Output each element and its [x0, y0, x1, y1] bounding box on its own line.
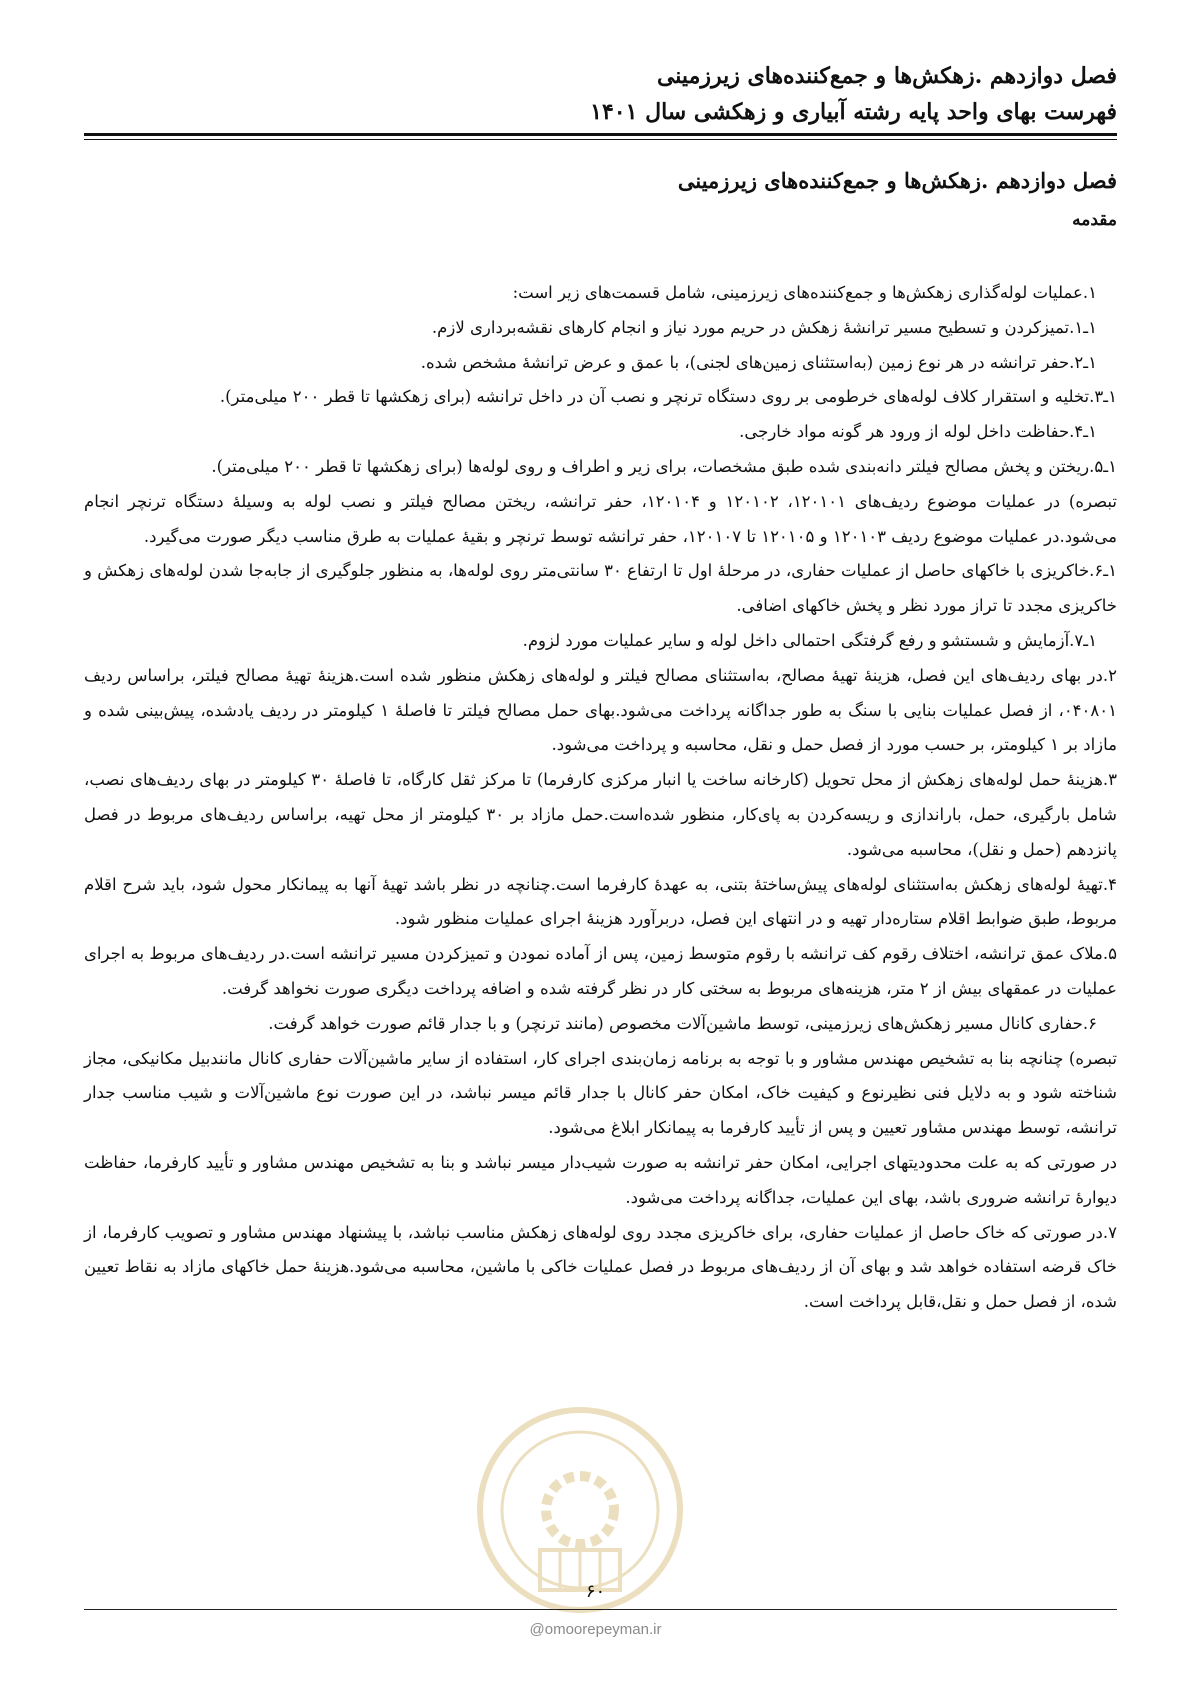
note-paragraph: تبصره) چنانچه بنا به تشخیص مهندس مشاور و با توجه به برنامه زمان‌بندی اجرای کار، استفاده از سایر ماشین‌آلات حفاری کانال مانندبیل مکانیکی، مجاز شناخته شود و به دلایل فنی نظیرنوع و کیفیت خاک، امکان حفر کانال با جدار قائم میسر نباشد، در این صورت نوع ماشین‌آلات و شیب مناسب جدار ترانشه، توسط مهندس مشاور تعیین و پس از تأیید کارفرما به پیمانکار ابلاغ می‌شود. — [84, 1048, 1117, 1138]
header-rule — [84, 133, 1117, 140]
running-header — [84, 58, 1117, 130]
paragraph: ۱ـ۱.تمیزکردن و تسطیح مسیر ترانشهٔ زهکش در حریم مورد نیاز و انجام کارهای نقشه‌برداری لازم. — [431, 317, 1097, 337]
paragraph: ۵.ملاک عمق ترانشه، اختلاف رقوم کف ترانشه با رقوم متوسط زمین، پس از آماده نمودن و تمیزکردن مسیر ترانشه است.در ردیف‌های مربوط به اجرای عملیات در عمقهای بیش از ۲ متر، هزینه‌های مربوط به سختی کار در نظر گرفته شده و اضافه پرداخت دیگری صورت نخواهد گرفت. — [84, 944, 1117, 998]
paragraph: ۱ـ۶.خاکریزی با خاکهای حاصل از عملیات حفاری، در مرحلهٔ اول تا ارتفاع ۳۰ سانتی‌متر روی لوله‌ها، به منظور جلوگیری از جابه‌جا شدن لوله‌های زهکش و خاکریزی مجدد تا تراز مورد نظر و پخش خاکهای اضافی. — [84, 561, 1117, 616]
page-number: ۶۰ — [585, 1581, 606, 1602]
paragraph: ۳.هزینهٔ حمل لوله‌های زهکش از محل تحویل (کارخانه ساخت یا انبار مرکزی کارفرما) تا مرکز ثقل کارگاه، تا فاصلهٔ ۳۰ کیلومتر در بهای ردیف‌های نصب، شامل بارگیری، حمل، باراندازی و ریسه‌کردن به پای‌کار، منظور شده‌است.حمل مازاد بر ۳۰ کیلومتر از محل تهیه، براساس ردیف‌های مربوط در فصل پانزدهم (حمل و نقل)، محاسبه می‌شود. — [84, 770, 1117, 859]
paragraph: ۱ـ۷.آزمایش و شستشو و رفع گرفتگی احتمالی داخل لوله و سایر عملیات مورد لزوم. — [522, 630, 1097, 650]
paragraph: ۴.تهیهٔ لوله‌های زهکش به‌استثنای لوله‌های پیش‌ساختهٔ بتنی، به عهدهٔ کارفرما است.چنانچه در نظر باشد تهیهٔ آنها به پیمانکار محول شود، باید شرح اقلام مربوط، طبق ضوابط اقلام ستاره‌دار تهیه و در انتهای این فصل، دربرآورد هزینهٔ اجرای عملیات منظور شود. — [84, 874, 1117, 929]
paragraph: در صورتی که به علت محدودیتهای اجرایی، امکان حفر ترانشه به صورت شیب‌دار میسر نباشد و بنا به تشخیص مهندس مشاور و تأیید کارفرما، حفاظت دیوارهٔ ترانشه ضروری باشد، بهای این عملیات، جداگانه پرداخت می‌شود. — [84, 1152, 1117, 1207]
chapter-title: فصل دوازدهم .زهکش‌ها و جمع‌کننده‌های زیرزمینی — [677, 168, 1117, 193]
body-text — [84, 276, 1117, 1320]
header-chapter-title: فصل دوازدهم .زهکش‌ها و جمع‌کننده‌های زیرزمینی — [656, 63, 1117, 89]
paragraph: ۱ـ۴.حفاظت داخل لوله از ورود هر گونه مواد خارجی. — [739, 422, 1097, 442]
paragraph: ۱ـ۲.حفر ترانشه در هر نوع زمین (به‌استثنای زمین‌های لجنی)، با عمق و عرض ترانشهٔ مشخص شده. — [420, 352, 1097, 372]
paragraph: ۱.عملیات لوله‌گذاری زهکش‌ها و جمع‌کننده‌های زیرزمینی، شامل قسمت‌های زیر است: — [512, 283, 1097, 302]
website-watermark: @omoorepeyman.ir — [529, 1621, 662, 1638]
paragraph: ۲.در بهای ردیف‌های این فصل، هزینهٔ تهیهٔ مصالح، به‌استثنای مصالح فیلتر و لوله‌های زهکش منظور شده است.هزینهٔ تهیهٔ مصالح فیلتر، براساس ردیف ۰۴۰۸۰۱، از فصل عملیات بنایی با سنگ به طور جداگانه پرداخت می‌شود.بهای حمل مصالح فیلتر تا فاصلهٔ ۱ کیلومتر در ردیف یادشده، پیش‌بینی شده و مازاد بر ۱ کیلومتر، بر حسب مورد از فصل حمل و نقل، محاسبه و پرداخت می‌شود. — [84, 665, 1117, 755]
header-document-title: فهرست بهای واحد پایه رشته آبیاری و زهکشی سال ۱۴۰۱ — [590, 99, 1117, 125]
footer-rule — [84, 1609, 1117, 1610]
note-paragraph: تبصره) در عملیات موضوع ردیف‌های ۱۲۰۱۰۱، ۱۲۰۱۰۲ و ۱۲۰۱۰۴، حفر ترانشه، ریختن مصالح فیلتر و نصب لوله به وسیلهٔ دستگاه ترنچر انجام می‌شود.در عملیات موضوع ردیف ۱۲۰۱۰۳ و ۱۲۰۱۰۵ تا ۱۲۰۱۰۷، حفر ترانشه توسط ترنچر و بقیهٔ عملیات به طرق مناسب دیگر صورت می‌گیرد. — [84, 491, 1117, 546]
paragraph: ۱ـ۳.تخلیه و استقرار کلاف لوله‌های خرطومی بر روی دستگاه ترنچر و نصب آن در داخل ترانشه (برای زهکشها تا قطر ۲۰۰ میلی‌متر). — [219, 387, 1117, 407]
paragraph: ۷.در صورتی که خاک حاصل از عملیات حفاری، برای خاکریزی مجدد روی لوله‌های زهکش مناسب نباشد، با پیشنهاد مهندس مشاور و تصویب کارفرما، از خاک قرضه استفاده خواهد شد و بهای آن از ردیف‌های مربوط در فصل عملیات خاکی با ماشین، محاسبه می‌شود.هزینهٔ حمل خاکهای مازاد به نقاط تعیین شده، از فصل حمل و نقل،قابل پرداخت است. — [84, 1222, 1117, 1312]
paragraph: ۶.حفاری کانال مسیر زهکش‌های زیرزمینی، توسط ماشین‌آلات مخصوص (مانند ترنچر) و با جدار قائم صورت خواهد گرفت. — [268, 1013, 1097, 1033]
paragraph: ۱ـ۵.ریختن و پخش مصالح فیلتر دانه‌بندی شده طبق مشخصات، برای زیر و اطراف و روی لوله‌ها (برای زهکشها تا قطر ۲۰۰ میلی‌متر). — [211, 456, 1117, 476]
section-heading: مقدمه — [1072, 210, 1117, 230]
